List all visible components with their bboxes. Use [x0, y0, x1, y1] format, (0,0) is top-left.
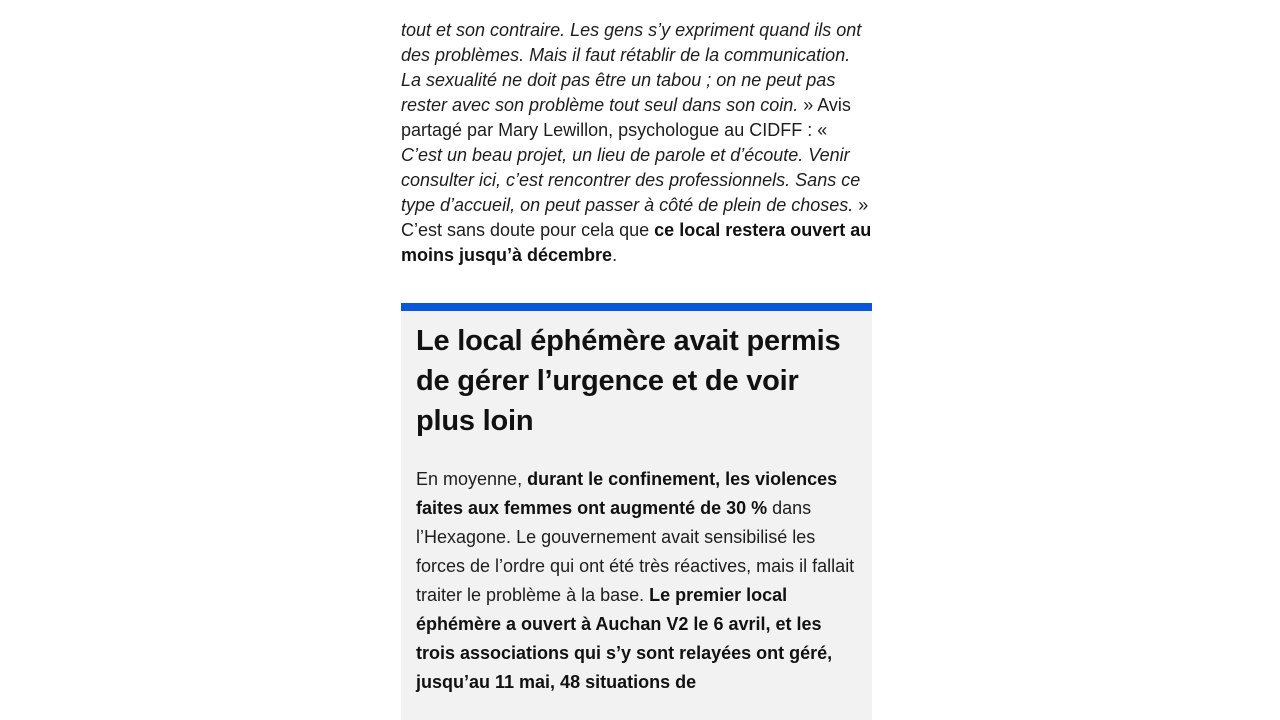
box-paragraph	[416, 465, 857, 697]
box-text-1: En moyenne,	[416, 469, 528, 489]
box-bold-1: durant le confinement, les violences faites aux femmes ont augmenté de 30 %	[416, 469, 838, 518]
article-text-3: .	[612, 245, 618, 265]
article-text-2: » C’est sans doute pour cela que	[401, 195, 869, 240]
highlight-box	[401, 303, 872, 720]
article-column	[401, 0, 872, 692]
box-bold-2: Le premier local éphémère a ouvert à Auchan V2 le 6 avril, et les trois associations qui s’y sont relayées ont géré, jusqu’au 11 mai, 48 situations de	[416, 585, 833, 692]
article-bold-1: ce local restera ouvert au moins jusqu’à décembre	[401, 220, 872, 265]
article-quote-1: tout et son contraire. Les gens s’y expriment quand ils ont des problèmes. Mais il faut rétablir de la communication. La sexualité ne doit pas être un tabou ; on ne peut pas rester avec son problème tout seul dans son coin.	[401, 20, 862, 115]
article-paragraph	[401, 0, 872, 268]
article-text-1: » Avis partagé par Mary Lewillon, psychologue au CIDFF : «	[401, 95, 851, 140]
box-text-2: dans l’Hexagone. Le gouvernement avait sensibilisé les forces de l’ordre qui ont été très réactives, mais il fallait traiter le problème à la base.	[416, 498, 855, 605]
box-title: Le local éphémère avait permis de gérer l’urgence et de voir plus loin	[416, 325, 841, 437]
article-quote-2: C’est un beau projet, un lieu de parole et d’écoute. Venir consulter ici, c’est rencontrer des professionnels. Sans ce type d’accueil, on peut passer à côté de plein de choses.	[401, 145, 861, 215]
